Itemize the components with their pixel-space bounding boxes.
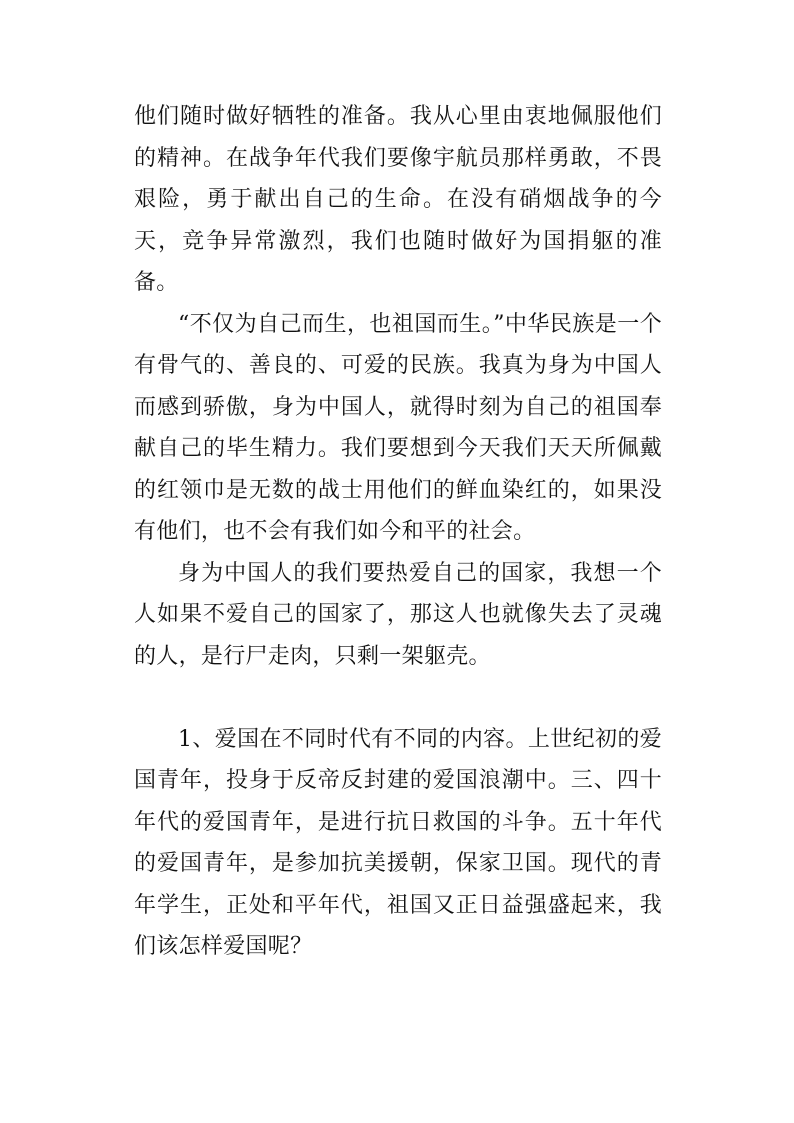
document-body: [134, 96, 662, 968]
paragraph-sacrifice: 他们随时做好牺牲的准备。我从心里由衷地佩服他们的精神。在战争年代我们要像宇航员那样勇敢，不畏艰险，勇于献出自己的生命。在没有硝烟战争的今天，竞争异常激烈，我们也随时做好为国捐躯的准备。: [134, 104, 662, 295]
paragraph-spacer: [134, 677, 662, 719]
paragraph-born-for-motherland: “不仅为自己而生，也祖国而生。”中华民族是一个有骨气的、善良的、可爱的民族。我真为身为中国人而感到骄傲，身为中国人，就得时刻为自己的祖国奉献自己的毕生精力。我们要想到今天我们天天所佩戴的红领巾是无数的战士用他们的鲜血染红的，如果没有他们，也不会有我们如今和平的社会。: [134, 311, 662, 544]
paragraph-love-country: 身为中国人的我们要热爱自己的国家，我想一个人如果不爱自己的国家了，那这人也就像失去了灵魂的人，是行尸走肉，只剩一架躯壳。: [134, 560, 662, 669]
paragraph-patriotism-eras: 1、爱国在不同时代有不同的内容。上世纪初的爱国青年，投身于反帝反封建的爱国浪潮中。三、四十年代的爱国青年，是进行抗日救国的斗争。五十年代的爱国青年，是参加抗美援朝，保家卫国。现代的青年学生，正处和平年代，祖国又正日益强盛起来，我们该怎样爱国呢？: [134, 726, 662, 959]
